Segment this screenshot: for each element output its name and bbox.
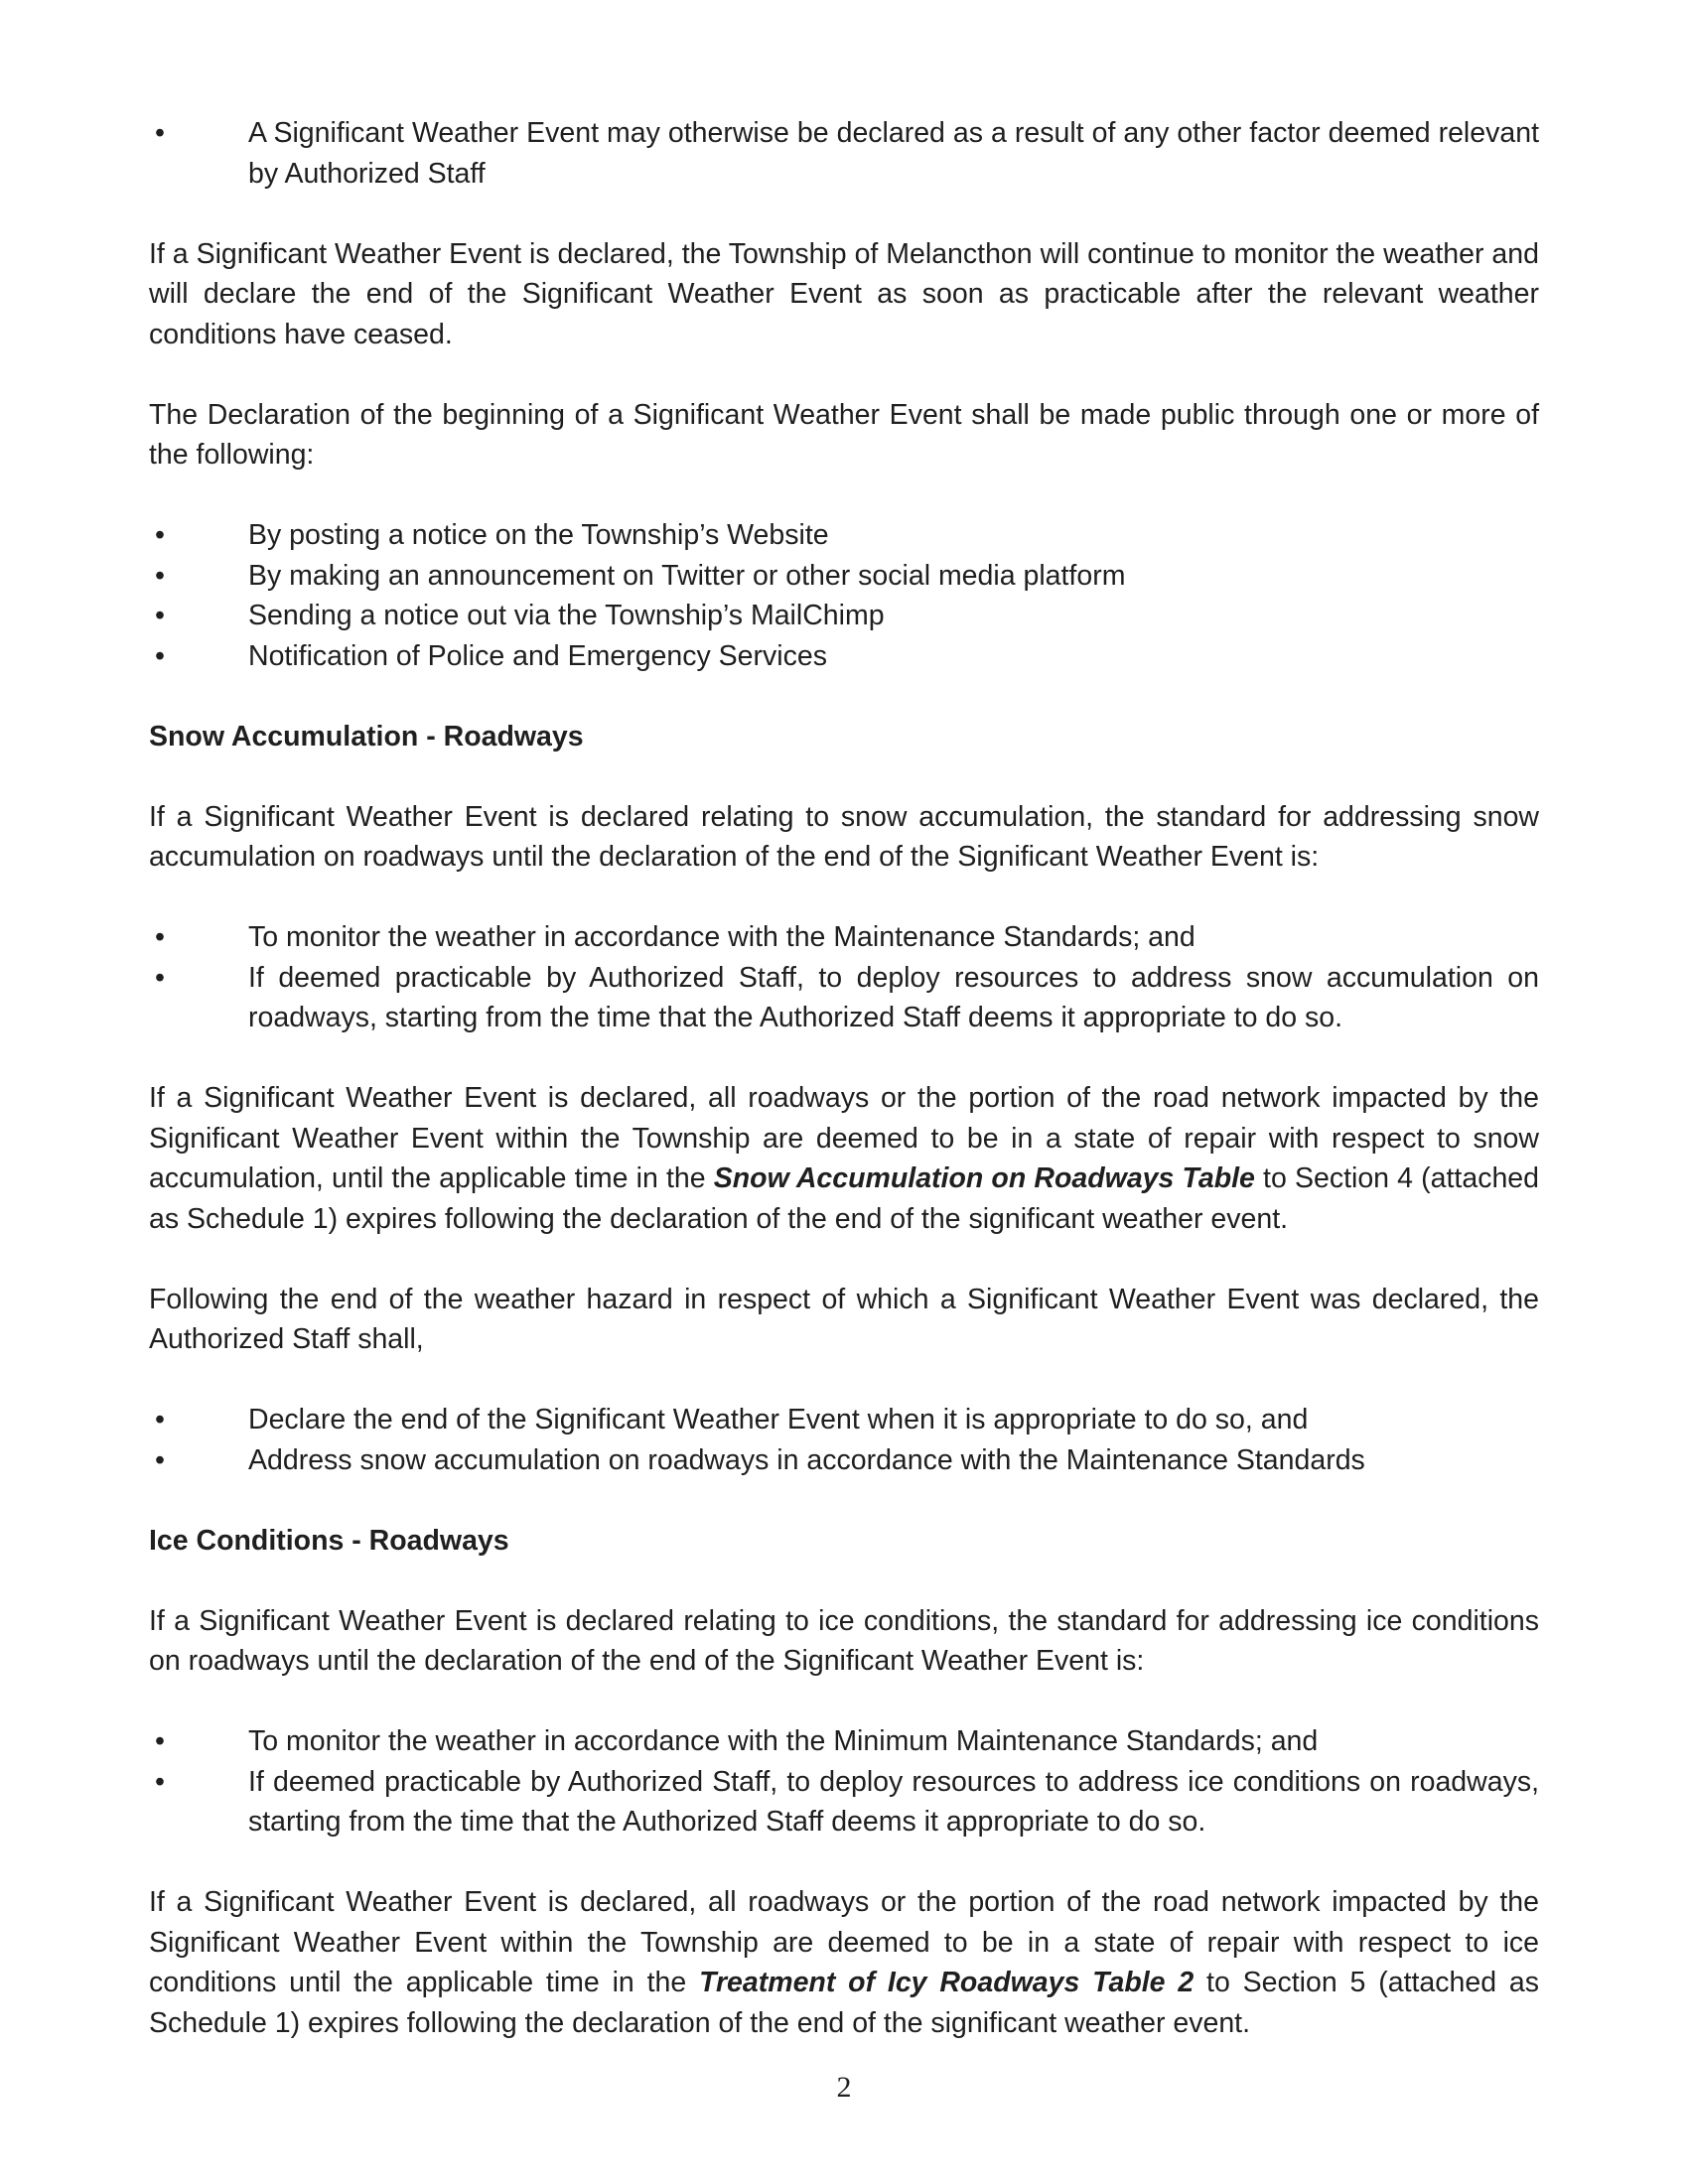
paragraph-ice-repair: [149, 1882, 1539, 2043]
list-item: [149, 1400, 1539, 1440]
bullet-icon: •: [155, 1443, 165, 1476]
list-item-text: If deemed practicable by Authorized Staff, to deploy resources to address ice conditions on roadways, starting from the time that the Authorized Staff deems it appropriate to do so.: [248, 1765, 1539, 1838]
paragraph-monitor: If a Significant Weather Event is declared, the Township of Melancthon will continue to monitor the weather and will declare the end of the Significant Weather Event as soon as practicable after the relevant weather conditions have ceased.: [149, 237, 1539, 350]
paragraph-snow-following: Following the end of the weather hazard in respect of which a Significant Weather Event was declared, the Authorized Staff shall,: [149, 1283, 1539, 1355]
paragraph-snow-repair: [149, 1078, 1539, 1239]
list-item-text: To monitor the weather in accordance with the Minimum Maintenance Standards; and: [248, 1725, 1319, 1757]
paragraph-text: to Section 5 (attached as Schedule 1) expires following the declaration of the end of the significant weather event.: [149, 1967, 1539, 2039]
document-page: [149, 113, 1539, 2043]
section-heading-ice: Ice Conditions - Roadways: [149, 1524, 509, 1557]
list-item: [149, 515, 1539, 556]
list-item-text: Sending a notice out via the Township’s MailChimp: [248, 600, 885, 631]
list-item-text: A Significant Weather Event may otherwise be declared as a result of any other factor deemed relevant by Authorized Staff: [248, 117, 1539, 190]
paragraph-snow-intro: If a Significant Weather Event is declared relating to snow accumulation, the standard for addressing snow accumulation on roadways until the declaration of the end of the Significant Weather Event is:: [149, 800, 1539, 873]
list-item: [149, 958, 1539, 1038]
table-reference: Snow Accumulation on Roadways Table: [713, 1162, 1255, 1194]
bullet-list-ice: [149, 1721, 1539, 1843]
bullet-icon: •: [155, 1765, 165, 1798]
bullet-icon: •: [155, 921, 165, 953]
bullet-icon: •: [155, 519, 165, 551]
bullet-list-top: [149, 113, 1539, 194]
list-item: [149, 1721, 1539, 1762]
list-item-text: Declare the end of the Significant Weather Event when it is appropriate to do so, and: [248, 1404, 1309, 1435]
bullet-icon: •: [155, 1725, 165, 1757]
paragraph-declaration: The Declaration of the beginning of a Significant Weather Event shall be made public through one or more of the following:: [149, 398, 1539, 471]
bullet-icon: •: [155, 1404, 165, 1435]
bullet-list-snow: [149, 917, 1539, 1038]
list-item-text: By making an announcement on Twitter or other social media platform: [248, 559, 1126, 592]
bullet-list-snow-following: [149, 1400, 1539, 1480]
list-item-text: Notification of Police and Emergency Services: [248, 639, 827, 672]
paragraph-text: If a Significant Weather Event is declared, all roadways or the portion of the road network impacted by the Significant Weather Event within the Township are deemed to be in a state of repair with respect to snow accumulation, until the applicable time in the: [149, 1082, 1539, 1194]
list-item: [149, 113, 1539, 194]
bullet-icon: •: [155, 961, 165, 994]
bullet-list-public: [149, 515, 1539, 676]
list-item: [149, 596, 1539, 636]
bullet-icon: •: [155, 117, 165, 149]
list-item: [149, 917, 1539, 958]
list-item: [149, 1440, 1539, 1481]
list-item: [149, 1762, 1539, 1843]
list-item: [149, 636, 1539, 677]
bullet-icon: •: [155, 600, 165, 631]
page-number: 2: [836, 2071, 852, 2104]
list-item-text: If deemed practicable by Authorized Staff, to deploy resources to address snow accumulation on roadways, starting from the time that the Authorized Staff deems it appropriate to do so.: [248, 961, 1539, 1033]
table-reference: Treatment of Icy Roadways Table 2: [699, 1967, 1195, 1998]
bullet-icon: •: [155, 559, 165, 592]
list-item-text: Address snow accumulation on roadways in accordance with the Maintenance Standards: [248, 1443, 1365, 1476]
paragraph-text: to Section 4 (attached as Schedule 1) expires following the declaration of the end of the significant weather event.: [149, 1162, 1539, 1235]
list-item: [149, 556, 1539, 597]
bullet-icon: •: [155, 639, 165, 672]
list-item-text: By posting a notice on the Township’s Website: [248, 519, 829, 551]
section-heading-snow: Snow Accumulation - Roadways: [149, 720, 584, 752]
list-item-text: To monitor the weather in accordance with the Maintenance Standards; and: [248, 921, 1196, 953]
paragraph-text: If a Significant Weather Event is declared, all roadways or the portion of the road network impacted by the Significant Weather Event within the Township are deemed to be in a state of repair with respect to ice conditions until the applicable time in the: [149, 1886, 1539, 1998]
paragraph-ice-intro: If a Significant Weather Event is declared relating to ice conditions, the standard for addressing ice conditions on roadways until the declaration of the end of the Significant Weather Event is:: [149, 1604, 1539, 1677]
